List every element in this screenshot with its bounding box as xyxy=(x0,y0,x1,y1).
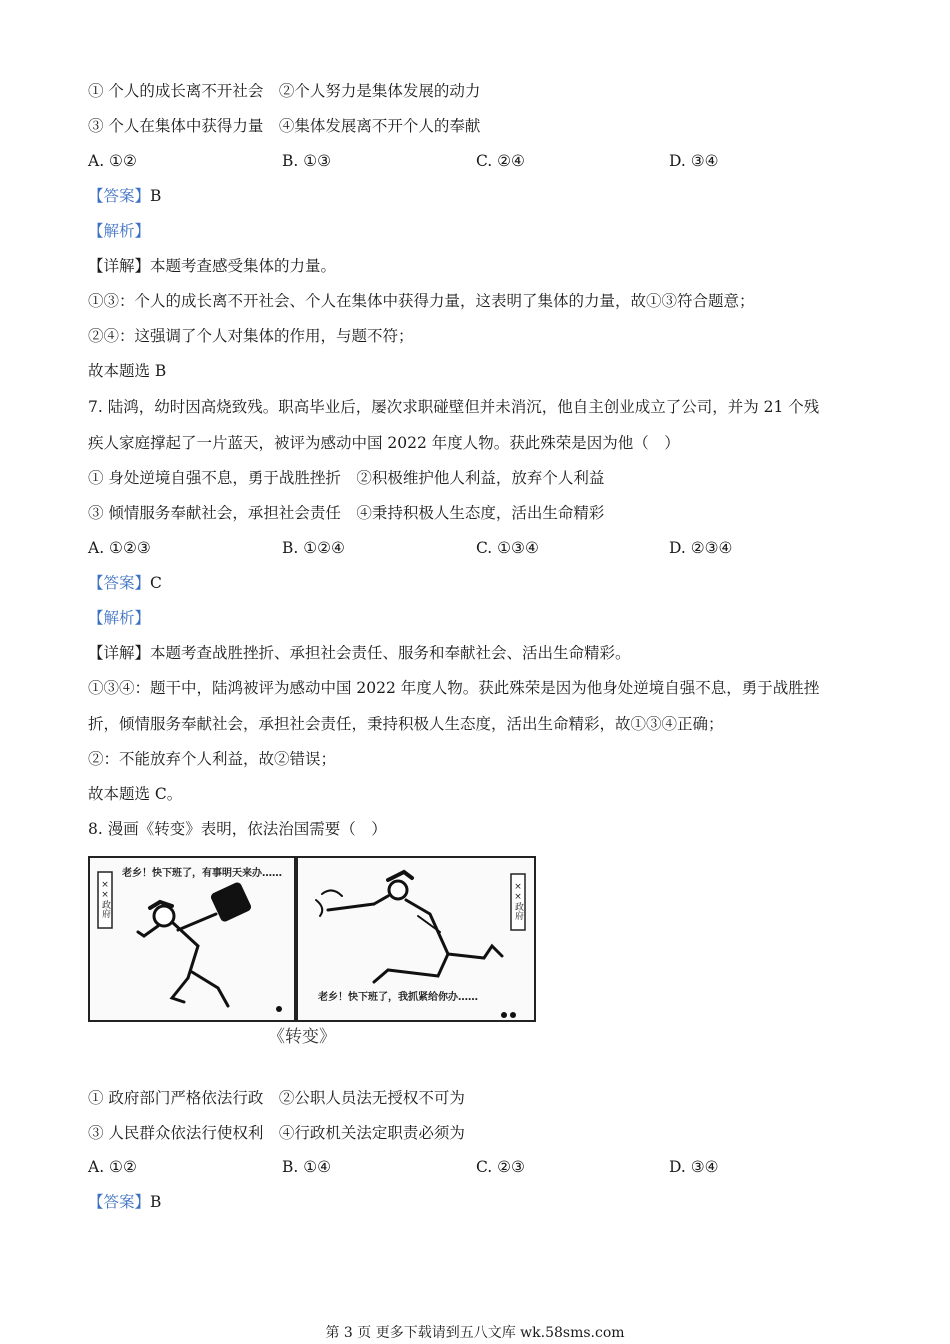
q6-explanation-1: ①③：个人的成长离不开社会、个人在集体中获得力量，这表明了集体的力量，故①③符合题意； xyxy=(88,292,755,310)
q7-analysis-tag: 【解析】 xyxy=(88,609,151,627)
q8-statement-b: ③ 人民群众依法行使权利 ④行政机关法定职责必须为 xyxy=(88,1124,465,1142)
q6-statement-a: ① 个人的成长离不开社会 ②个人努力是集体发展的动力 xyxy=(88,82,481,100)
cartoon-left-speech: 老乡！快下班了，有事明天来办…… xyxy=(122,868,282,879)
q7-stem-line-2: 疾人家庭撑起了一片蓝天，被评为感动中国 2022 年度人物。获此殊荣是因为他（ ） xyxy=(88,434,680,452)
q7-explanation-1b: 折，倾情服务奉献社会，承担社会责任，秉持积极人生态度，活出生命精彩，故①③④正确； xyxy=(88,715,724,733)
q7-statement-a: ① 身处逆境自强不息，勇于战胜挫折 ②积极维护他人利益，放弃个人利益 xyxy=(88,469,605,487)
q8-answer xyxy=(88,1191,161,1213)
q8-cartoon xyxy=(88,856,538,1024)
cartoon-right-sign-text: ××政府 xyxy=(513,882,523,920)
q8-statement-a: ① 政府部门严格依法行政 ②公职人员法无授权不可为 xyxy=(88,1089,465,1107)
q8-option-b: B. ①④ xyxy=(282,1158,332,1176)
q8-answer-value: B xyxy=(150,1193,162,1211)
q7-option-c: C. ①③④ xyxy=(476,539,539,557)
q6-detail: 【详解】本题考查感受集体的力量。 xyxy=(88,257,337,275)
q6-answer-tag: 【答案】 xyxy=(88,187,151,205)
q6-option-a: A. ①② xyxy=(88,152,137,170)
q7-answer-tag: 【答案】 xyxy=(88,574,151,592)
q8-option-a: A. ①② xyxy=(88,1158,137,1176)
cartoon-right-speech: 老乡！快下班了，我抓紧给你办…… xyxy=(318,992,478,1003)
q7-option-d: D. ②③④ xyxy=(669,539,733,557)
q6-option-d: D. ③④ xyxy=(669,152,719,170)
q7-option-b: B. ①②④ xyxy=(282,539,345,557)
q6-answer xyxy=(88,185,161,207)
q7-conclusion: 故本题选 C。 xyxy=(88,785,183,803)
q6-analysis-tag: 【解析】 xyxy=(88,222,151,240)
cartoon-right-dot-2 xyxy=(510,1012,516,1018)
q8-stem: 8. 漫画《转变》表明，依法治国需要（ ） xyxy=(88,820,387,838)
q6-answer-value: B xyxy=(150,187,162,205)
q6-explanation-2: ②④：这强调了个人对集体的作用，与题不符； xyxy=(88,327,414,345)
page-footer: 第 3 页 更多下载请到五八文库 wk.58sms.com xyxy=(325,1325,625,1341)
q7-option-a: A. ①②③ xyxy=(88,539,151,557)
cartoon-left-sign-text: ××政府 xyxy=(100,880,110,918)
cartoon-left-dot xyxy=(276,1006,282,1012)
q6-option-b: B. ①③ xyxy=(282,152,332,170)
q8-cartoon-caption: 《转变》 xyxy=(268,1027,336,1047)
q8-option-c: C. ②③ xyxy=(476,1158,525,1176)
q6-conclusion: 故本题选 B xyxy=(88,362,167,380)
q7-statement-b: ③ 倾情服务奉献社会，承担社会责任 ④秉持积极人生态度，活出生命精彩 xyxy=(88,504,605,522)
q7-detail: 【详解】本题考查战胜挫折、承担社会责任、服务和奉献社会、活出生命精彩。 xyxy=(88,644,631,662)
q8-option-d: D. ③④ xyxy=(669,1158,719,1176)
q7-stem-line-1: 7. 陆鸿，幼时因高烧致残。职高毕业后，屡次求职碰壁但并未消沉，他自主创业成立了公司，并为 21 个残 xyxy=(88,398,820,416)
q6-option-c: C. ②④ xyxy=(476,152,525,170)
q7-answer xyxy=(88,572,162,594)
q7-explanation-2: ②：不能放弃个人利益，故②错误； xyxy=(88,750,337,768)
q7-explanation-1a: ①③④：题干中，陆鸿被评为感动中国 2022 年度人物。获此殊荣是因为他身处逆境自强不息，勇于战胜挫 xyxy=(88,679,820,697)
q6-statement-b: ③ 个人在集体中获得力量 ④集体发展离不开个人的奉献 xyxy=(88,117,481,135)
cartoon-right-dot-1 xyxy=(501,1012,507,1018)
q8-answer-tag: 【答案】 xyxy=(88,1193,151,1211)
q7-answer-value: C xyxy=(150,574,162,592)
